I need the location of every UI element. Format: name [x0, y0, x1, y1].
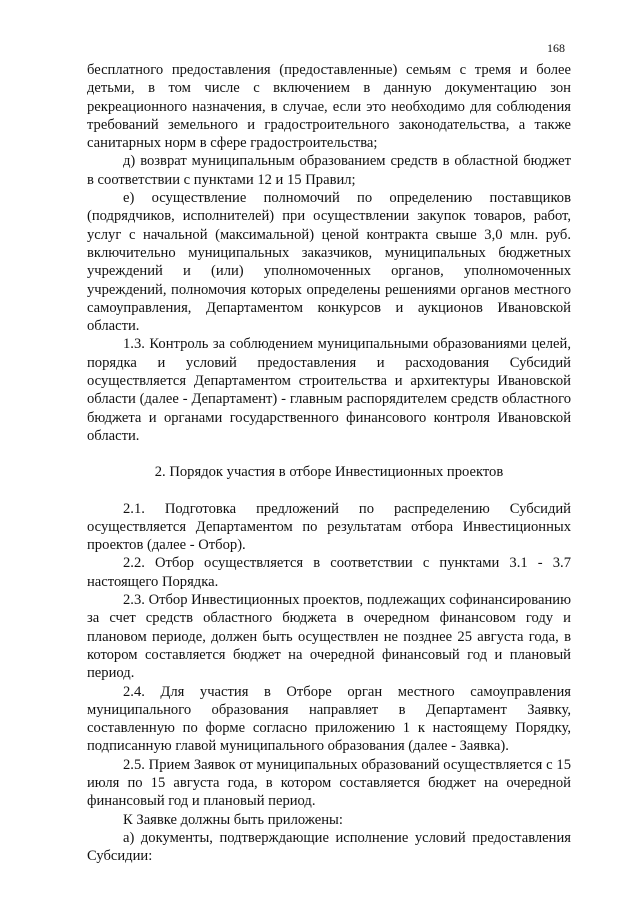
paragraph-2-3: 2.3. Отбор Инвестиционных проектов, подлежащих софинансированию за счет средств областного бюджета в очередном финансовом году и плановом периоде, должен быть осуществлен не позднее 25 августа года, в котором составляется бюджет на очередной финансовый год и плановый период.: [87, 592, 571, 682]
paragraph-continuation: бесплатного предоставления (предоставленные) семьям с тремя и более детьми, в том числе с включением в данную документацию зон рекреационного назначения, в случае, если это необходимо для соблюдения требований земельного и градостроительного законодательства, а также санитарных норм в сфере градостроительства;: [87, 62, 571, 152]
paragraph-item-e: е) осуществление полномочий по определению поставщиков (подрядчиков, исполнителей) при осуществлении закупок товаров, работ, услуг с начальной (максимальной) ценой контракта свыше 3,0 млн. руб. включительно муниципальных заказчиков, муниципальных бюджетных учреждений и (или) уполномоченных органов, уполномоченных учреждений, полномочия которых определены решениями органов местного самоуправления, Департаментом конкурсов и аукционов Ивановской области.: [87, 190, 571, 335]
page-number: 168: [547, 41, 565, 55]
paragraph-2-1: 2.1. Подготовка предложений по распределению Субсидий осуществляется Департаментом по результатам отбора Инвестиционных проектов (далее - Отбор).: [87, 500, 571, 554]
paragraph-1-3: 1.3. Контроль за соблюдением муниципальными образованиями целей, порядка и условий предоставления и расходования Субсидий осуществляется Департаментом строительства и архитектуры Ивановской области (далее - Департамент) - главным распорядителем средств областного бюджета и органами государственного финансового контроля Ивановской области.: [87, 336, 571, 444]
paragraph-2-2: 2.2. Отбор осуществляется в соответствии с пунктами 3.1 - 3.7 настоящего Порядка.: [87, 555, 571, 590]
section-heading: 2. Порядок участия в отборе Инвестиционных проектов: [154, 464, 504, 481]
paragraph-attachments-intro: К Заявке должны быть приложены:: [123, 811, 343, 828]
paragraph-item-a: а) документы, подтверждающие исполнение условий предоставления Субсидии:: [87, 829, 571, 865]
paragraph-item-d: д) возврат муниципальным образованием средств в областной бюджет в соответствии с пунктами 12 и 15 Правил;: [87, 153, 571, 188]
paragraph-2-4: 2.4. Для участия в Отборе орган местного самоуправления муниципального образования направляет в Департамент Заявку, составленную по форме согласно приложению 1 к настоящему Порядку, подписанную главой муниципального образования (далее - Заявка).: [87, 683, 571, 755]
paragraph-2-5: 2.5. Прием Заявок от муниципальных образований осуществляется с 15 июля по 15 августа года, в котором составляется бюджет на очередной финансовый год и плановый период.: [87, 756, 571, 810]
document-body: [87, 61, 571, 865]
